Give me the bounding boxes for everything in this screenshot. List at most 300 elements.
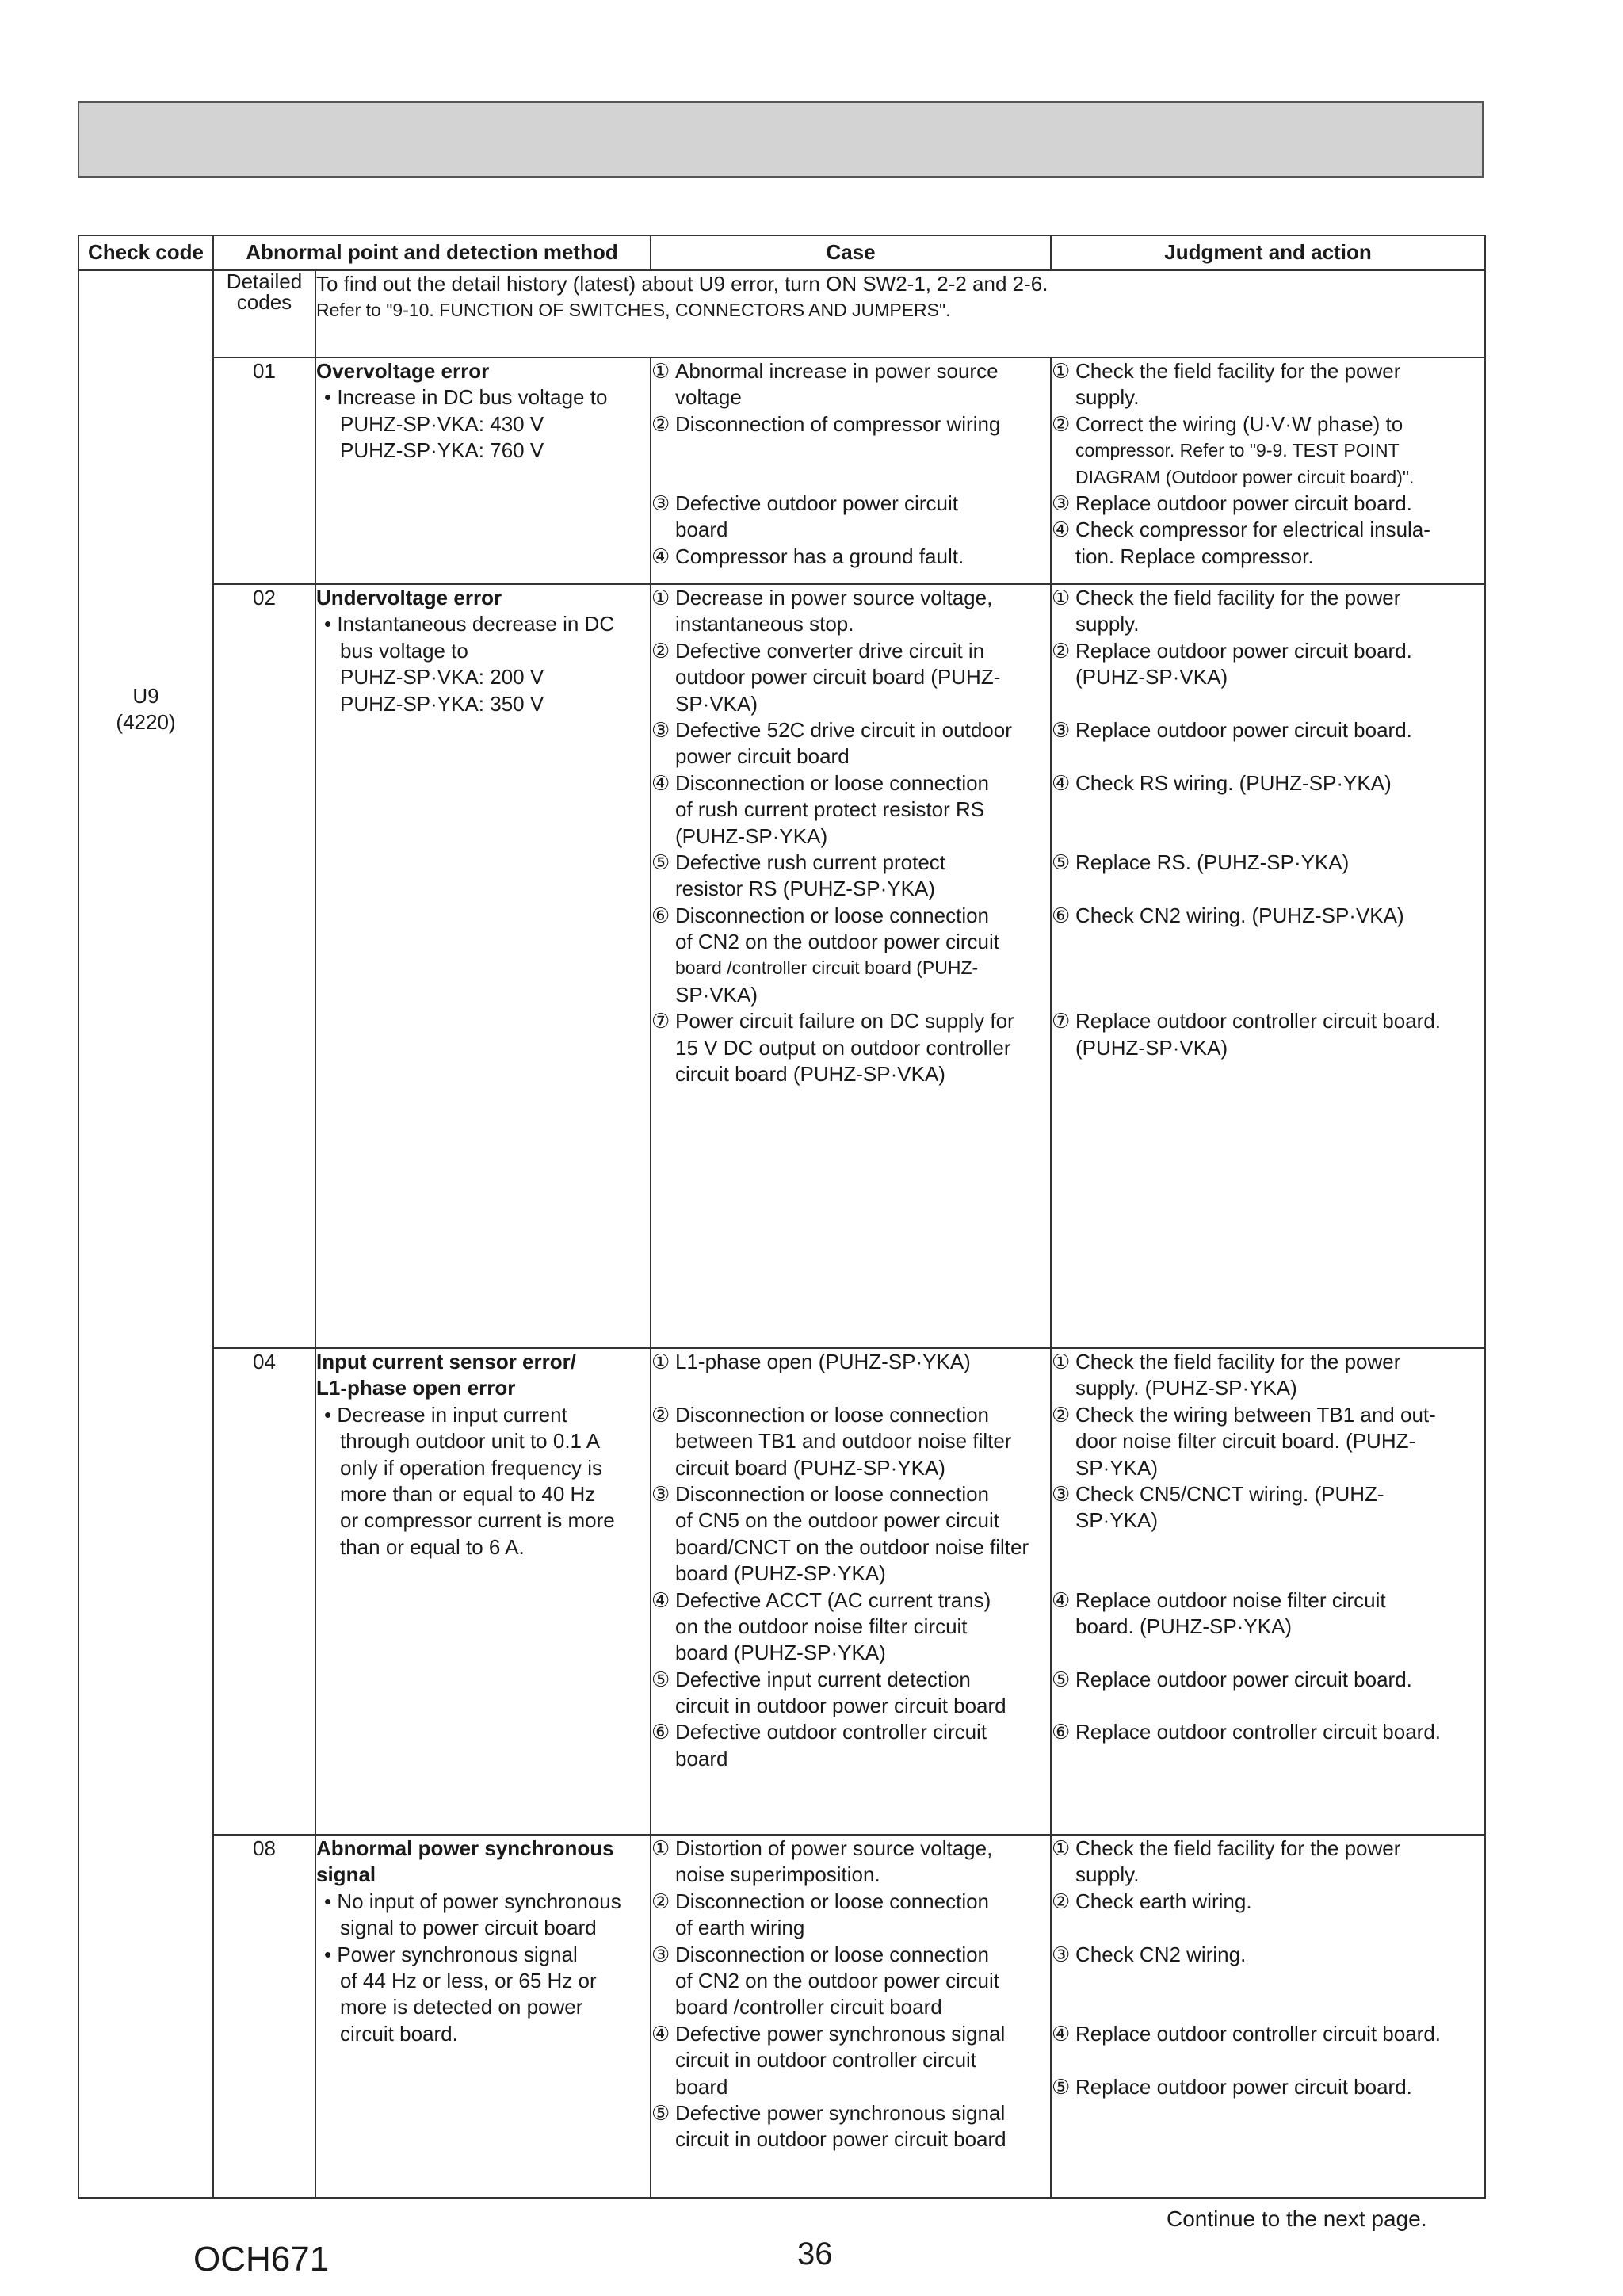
check-code-table — [78, 235, 1486, 2199]
case-text: Compressor has a ground fault. — [675, 544, 964, 568]
judgment-text: tion. Replace compressor. — [1075, 544, 1314, 568]
judgment-line — [1052, 1035, 1484, 1061]
case-text: board — [675, 2074, 728, 2099]
abnormal-text: Input current sensor error/ — [316, 1350, 576, 1373]
case-line — [651, 1693, 1050, 1719]
case-line — [651, 411, 1050, 437]
item-number: ④ — [651, 770, 670, 795]
case-line — [651, 1481, 1050, 1507]
judgment-line — [1052, 1507, 1484, 1534]
detail-code-cell — [213, 357, 315, 584]
table-row — [78, 357, 1485, 584]
judgment-cell — [1051, 1835, 1485, 2198]
abnormal-text: • Instantaneous decrease in DC — [324, 612, 615, 636]
case-line — [651, 1862, 1050, 1888]
table-row — [78, 1835, 1485, 2198]
case-line — [651, 955, 1050, 981]
case-line — [651, 929, 1050, 955]
case-text: Defective 52C drive circuit in outdoor — [675, 717, 1012, 742]
item-number: ③ — [651, 491, 670, 515]
case-line — [651, 1915, 1050, 1941]
case-text: voltage — [675, 385, 742, 410]
case-cell — [651, 357, 1051, 584]
detail-code: 01 — [253, 359, 276, 383]
judgment-text: Check CN2 wiring. — [1075, 1942, 1247, 1966]
judgment-line — [1052, 1481, 1484, 1507]
item-number: ⑤ — [1052, 850, 1071, 874]
abnormal-line — [316, 1968, 650, 1994]
judgment-text: Check the field facility for the power — [1075, 1350, 1401, 1373]
abnormal-line — [316, 1862, 650, 1888]
case-text: (PUHZ-SP·YKA) — [675, 823, 828, 848]
case-text: circuit board (PUHZ-SP·VKA) — [675, 1062, 945, 1087]
abnormal-text: more than or equal to 40 Hz — [340, 1481, 596, 1506]
item-number: ③ — [651, 1481, 670, 1506]
judgment-line — [1052, 1455, 1484, 1481]
item-number: ① — [1052, 1350, 1071, 1373]
abnormal-text: Abnormal power synchronous — [316, 1836, 614, 1860]
case-line — [651, 638, 1050, 664]
abnormal-text: PUHZ-SP·VKA: 200 V — [340, 665, 544, 690]
abnormal-text: PUHZ-SP·YKA: 350 V — [340, 691, 544, 716]
detailed-codes-label — [213, 270, 315, 357]
judgment-line — [1052, 929, 1484, 955]
case-text: board/CNCT on the outdoor noise filter — [675, 1534, 1029, 1559]
case-line — [651, 797, 1050, 823]
case-text: Defective rush current protect — [675, 850, 946, 874]
judgment-text: SP·YKA) — [1075, 1508, 1159, 1533]
case-text: 15 V DC output on outdoor controller — [675, 1035, 1011, 1060]
abnormal-cell — [315, 1348, 651, 1835]
judgment-line — [1052, 1375, 1484, 1401]
item-number: ① — [651, 1350, 670, 1373]
case-line — [651, 1942, 1050, 1968]
case-text: instantaneous stop. — [675, 612, 854, 636]
judgment-line — [1052, 1561, 1484, 1587]
case-text: of rush current protect resistor RS — [675, 797, 985, 822]
judgment-line — [1052, 2047, 1484, 2073]
case-text: L1-phase open (PUHZ-SP·YKA) — [675, 1350, 971, 1373]
case-text: of CN2 on the outdoor power circuit — [675, 1968, 999, 1992]
item-number: ① — [1052, 1836, 1071, 1860]
detailed-label-line2: codes — [236, 290, 292, 314]
item-number: ② — [1052, 411, 1071, 436]
judgment-line — [1052, 611, 1484, 637]
judgment-line — [1052, 437, 1484, 464]
case-cell — [651, 584, 1051, 1348]
case-text: Defective power synchronous signal — [675, 2021, 1006, 2046]
case-line — [651, 1587, 1050, 1614]
case-line — [651, 1008, 1050, 1034]
detailed-text-line1: To find out the detail history (latest) about U9 error, turn ON SW2-1, 2-2 and 2-6. — [316, 272, 1048, 296]
abnormal-cell — [315, 357, 651, 584]
judgment-text: supply. (PUHZ-SP·YKA) — [1075, 1376, 1297, 1400]
abnormal-line — [316, 1375, 650, 1401]
abnormal-line — [316, 1349, 650, 1375]
judgment-line — [1052, 358, 1484, 384]
judgment-line — [1052, 1349, 1484, 1375]
case-line — [651, 770, 1050, 797]
judgment-text: Check the field facility for the power — [1075, 1836, 1401, 1860]
document-code: OCH671 — [193, 2240, 330, 2279]
case-text: power circuit board — [675, 744, 850, 769]
judgment-text: (PUHZ-SP·VKA) — [1075, 1035, 1228, 1060]
judgment-line — [1052, 1862, 1484, 1888]
case-text: circuit in outdoor power circuit board — [675, 1694, 1006, 1718]
case-cell — [651, 1835, 1051, 2198]
case-text: noise superimposition. — [675, 1862, 880, 1887]
continue-note: Continue to the next page. — [1167, 2206, 1427, 2231]
judgment-line — [1052, 797, 1484, 823]
judgment-text: Check CN2 wiring. (PUHZ-SP·VKA) — [1075, 903, 1404, 927]
item-number: ④ — [1052, 2021, 1071, 2046]
judgment-line — [1052, 585, 1484, 611]
abnormal-line — [316, 1994, 650, 2020]
case-line — [651, 743, 1050, 770]
abnormal-cell — [315, 1835, 651, 2198]
case-line — [651, 2047, 1050, 2073]
case-line — [651, 850, 1050, 876]
item-number: ② — [651, 1402, 670, 1427]
case-text: of CN5 on the outdoor power circuit — [675, 1508, 999, 1533]
case-line — [651, 876, 1050, 902]
abnormal-text: of 44 Hz or less, or 65 Hz or — [340, 1968, 597, 1992]
case-text: SP·VKA) — [675, 982, 758, 1007]
item-number: ③ — [1052, 717, 1071, 742]
case-text: resistor RS (PUHZ-SP·YKA) — [675, 877, 935, 901]
item-number: ③ — [1052, 491, 1071, 515]
abnormal-text: more is detected on power — [340, 1995, 583, 2019]
detailed-text-line2: Refer to "9-10. FUNCTION OF SWITCHES, CONNECTORS AND JUMPERS". — [316, 300, 951, 321]
abnormal-line — [316, 411, 650, 437]
case-text: Defective outdoor controller circuit — [675, 1720, 987, 1744]
judgment-line — [1052, 850, 1484, 876]
abnormal-text: • Power synchronous signal — [324, 1942, 578, 1966]
case-line — [651, 1994, 1050, 2020]
judgment-line — [1052, 955, 1484, 981]
abnormal-line — [316, 691, 650, 717]
case-line — [651, 384, 1050, 411]
case-text: circuit in outdoor power circuit board — [675, 2127, 1006, 2152]
judgment-line — [1052, 743, 1484, 770]
case-text: Disconnection or loose connection — [675, 903, 990, 927]
judgment-text: Replace outdoor controller circuit board. — [1075, 1720, 1442, 1744]
case-text: of CN2 on the outdoor power circuit — [675, 930, 999, 954]
judgment-text: Replace outdoor controller circuit board. — [1075, 2021, 1442, 2046]
detail-code: 04 — [253, 1350, 276, 1373]
judgment-line — [1052, 1693, 1484, 1719]
case-text: Defective input current detection — [675, 1667, 971, 1691]
abnormal-line — [316, 1836, 650, 1862]
item-number: ② — [1052, 1889, 1071, 1913]
abnormal-text: only if operation frequency is — [340, 1455, 602, 1480]
judgment-text: Check CN5/CNCT wiring. (PUHZ- — [1075, 1481, 1384, 1506]
judgment-text: DIAGRAM (Outdoor power circuit board)". — [1075, 466, 1415, 487]
judgment-line — [1052, 1667, 1484, 1693]
case-text: Decrease in power source voltage, — [675, 586, 993, 609]
case-line — [651, 1614, 1050, 1640]
judgment-text: (PUHZ-SP·VKA) — [1075, 665, 1228, 690]
case-text: SP·VKA) — [675, 691, 758, 716]
item-number: ④ — [651, 1587, 670, 1612]
abnormal-text: • No input of power synchronous — [324, 1889, 621, 1913]
item-number: ② — [1052, 1402, 1071, 1427]
judgment-line — [1052, 638, 1484, 664]
case-text: board (PUHZ-SP·YKA) — [675, 1641, 886, 1665]
judgment-line — [1052, 1008, 1484, 1034]
case-line — [651, 464, 1050, 491]
case-text: Disconnection or loose connection — [675, 1889, 990, 1913]
judgment-cell — [1051, 584, 1485, 1348]
detail-code-cell — [213, 1835, 315, 2198]
case-text: circuit board (PUHZ-SP·YKA) — [675, 1455, 945, 1480]
case-text: Disconnection or loose connection — [675, 1402, 990, 1427]
judgment-text: board. (PUHZ-SP·YKA) — [1075, 1614, 1293, 1638]
case-text: Disconnection of compressor wiring — [675, 411, 1001, 436]
judgment-line — [1052, 1719, 1484, 1745]
judgment-line — [1052, 1942, 1484, 1968]
abnormal-text: signal — [316, 1862, 376, 1887]
judgment-text: Check the wiring between TB1 and out- — [1075, 1402, 1436, 1427]
judgment-line — [1052, 2074, 1484, 2100]
case-line — [651, 903, 1050, 929]
judgment-text: SP·YKA) — [1075, 1455, 1159, 1480]
item-number: ② — [651, 411, 670, 436]
case-line — [651, 611, 1050, 637]
item-number: ⑤ — [651, 2100, 670, 2125]
case-line — [651, 982, 1050, 1008]
judgment-text: compressor. Refer to "9-9. TEST POINT — [1075, 440, 1400, 461]
case-line — [651, 664, 1050, 690]
item-number: ③ — [651, 1942, 670, 1966]
item-number: ⑦ — [651, 1009, 670, 1033]
abnormal-line — [316, 2021, 650, 2047]
case-text: board — [675, 518, 728, 542]
item-number: ③ — [1052, 1942, 1071, 1966]
judgment-line — [1052, 1428, 1484, 1454]
detailed-codes-row — [78, 270, 1485, 357]
case-text: of earth wiring — [675, 1916, 805, 1940]
abnormal-text: • Increase in DC bus voltage to — [324, 385, 608, 410]
case-line — [651, 1349, 1050, 1375]
case-text: Disconnection or loose connection — [675, 770, 990, 795]
case-line — [651, 2021, 1050, 2047]
judgment-text: Replace outdoor power circuit board. — [1075, 2074, 1412, 2099]
item-number: ② — [651, 638, 670, 663]
item-number: ① — [1052, 586, 1071, 609]
case-line — [651, 491, 1050, 517]
case-line — [651, 1746, 1050, 1772]
item-number: ④ — [1052, 1587, 1071, 1612]
judgment-line — [1052, 1994, 1484, 2020]
case-line — [651, 437, 1050, 464]
item-number: ② — [651, 1889, 670, 1913]
abnormal-text: PUHZ-SP·YKA: 760 V — [340, 438, 544, 463]
case-text: Abnormal increase in power source — [675, 359, 999, 383]
case-text: outdoor power circuit board (PUHZ- — [675, 665, 1001, 690]
case-text: between TB1 and outdoor noise filter — [675, 1429, 1012, 1454]
case-line — [651, 1035, 1050, 1061]
case-line — [651, 1719, 1050, 1745]
item-number: ④ — [651, 2021, 670, 2046]
abnormal-line — [316, 1402, 650, 1428]
table-row — [78, 1348, 1485, 1835]
abnormal-line — [316, 1481, 650, 1507]
abnormal-text: bus voltage to — [340, 638, 468, 663]
abnormal-line — [316, 638, 650, 664]
detail-code: 08 — [253, 1836, 276, 1860]
check-code-name: U9 — [132, 684, 159, 708]
item-number: ⑥ — [651, 903, 670, 927]
case-text: Defective ACCT (AC current trans) — [675, 1587, 991, 1612]
case-line — [651, 585, 1050, 611]
detail-code: 02 — [253, 586, 276, 609]
abnormal-text: or compressor current is more — [340, 1508, 615, 1533]
detail-code-cell — [213, 584, 315, 1348]
item-number: ⑥ — [651, 1720, 670, 1744]
judgment-line — [1052, 1640, 1484, 1666]
case-text: board — [675, 1746, 728, 1771]
case-line — [651, 1889, 1050, 1915]
judgment-line — [1052, 1587, 1484, 1614]
case-line — [651, 1402, 1050, 1428]
case-line — [651, 1534, 1050, 1561]
judgment-line — [1052, 544, 1484, 570]
judgment-line — [1052, 517, 1484, 543]
judgment-line — [1052, 876, 1484, 902]
judgment-text: Replace outdoor power circuit board. — [1075, 491, 1412, 515]
case-line — [651, 1640, 1050, 1666]
case-text: board (PUHZ-SP·YKA) — [675, 1561, 886, 1586]
case-line — [651, 1061, 1050, 1087]
case-line — [651, 2074, 1050, 2100]
case-text: Defective power synchronous signal — [675, 2100, 1006, 2125]
abnormal-line — [316, 664, 650, 690]
case-line — [651, 1561, 1050, 1587]
item-number: ① — [651, 359, 670, 383]
abnormal-text: Overvoltage error — [316, 359, 490, 383]
case-line — [651, 2100, 1050, 2126]
judgment-line — [1052, 1889, 1484, 1915]
case-line — [651, 517, 1050, 543]
case-line — [651, 1428, 1050, 1454]
item-number: ⑦ — [1052, 1009, 1071, 1033]
page-number: 36 — [797, 2237, 833, 2271]
judgment-text: Check the field facility for the power — [1075, 586, 1401, 609]
judgment-text: Check earth wiring. — [1075, 1889, 1252, 1913]
case-text: Distortion of power source voltage, — [675, 1836, 993, 1860]
judgment-line — [1052, 664, 1484, 690]
case-line — [651, 2126, 1050, 2153]
header-case: Case — [651, 235, 1051, 270]
judgment-cell — [1051, 1348, 1485, 1835]
judgment-line — [1052, 1968, 1484, 1994]
abnormal-line — [316, 1428, 650, 1454]
item-number: ④ — [651, 544, 670, 568]
judgment-line — [1052, 982, 1484, 1008]
detailed-codes-text — [315, 270, 1485, 357]
judgment-text: Replace outdoor controller circuit board. — [1075, 1009, 1442, 1033]
table-header-row — [78, 235, 1485, 270]
case-line — [651, 1667, 1050, 1693]
abnormal-text: PUHZ-SP·VKA: 430 V — [340, 411, 544, 436]
judgment-text: Replace outdoor power circuit board. — [1075, 717, 1412, 742]
abnormal-text: Undervoltage error — [316, 586, 502, 609]
judgment-line — [1052, 1402, 1484, 1428]
judgment-line — [1052, 717, 1484, 743]
abnormal-cell — [315, 584, 651, 1348]
item-number: ⑥ — [1052, 1720, 1071, 1744]
abnormal-line — [316, 358, 650, 384]
case-line — [651, 1968, 1050, 1994]
abnormal-line — [316, 1942, 650, 1968]
judgment-text: Check the field facility for the power — [1075, 359, 1401, 383]
abnormal-text: L1-phase open error — [316, 1376, 516, 1400]
abnormal-line — [316, 1534, 650, 1561]
judgment-line — [1052, 491, 1484, 517]
abnormal-text: • Decrease in input current — [324, 1402, 567, 1427]
judgment-text: Check compressor for electrical insula- — [1075, 518, 1430, 542]
item-number: ① — [651, 586, 670, 609]
item-number: ① — [651, 1836, 670, 1860]
case-text: board /controller circuit board (PUHZ- — [675, 957, 979, 979]
abnormal-text: circuit board. — [340, 2021, 458, 2046]
abnormal-text: than or equal to 6 A. — [340, 1534, 525, 1559]
abnormal-text: through outdoor unit to 0.1 A — [340, 1429, 601, 1454]
item-number: ⑤ — [651, 1667, 670, 1691]
judgment-text: supply. — [1075, 385, 1140, 410]
case-text: board /controller circuit board — [675, 1995, 942, 2019]
case-line — [651, 1507, 1050, 1534]
case-text: Disconnection or loose connection — [675, 1942, 990, 1966]
judgment-line — [1052, 411, 1484, 437]
title-banner — [78, 101, 1484, 178]
header-check-code: Check code — [78, 235, 213, 270]
item-number: ⑤ — [1052, 1667, 1071, 1691]
abnormal-line — [316, 1507, 650, 1534]
table-row — [78, 584, 1485, 1348]
abnormal-line — [316, 437, 650, 464]
judgment-line — [1052, 1915, 1484, 1941]
item-number: ③ — [651, 717, 670, 742]
item-number: ④ — [1052, 518, 1071, 542]
judgment-text: supply. — [1075, 612, 1140, 636]
case-line — [651, 823, 1050, 850]
judgment-line — [1052, 691, 1484, 717]
abnormal-line — [316, 585, 650, 611]
header-judgment: Judgment and action — [1051, 235, 1485, 270]
case-line — [651, 1375, 1050, 1401]
item-number: ② — [1052, 638, 1071, 663]
judgment-line — [1052, 1534, 1484, 1561]
abnormal-line — [316, 384, 650, 411]
judgment-cell — [1051, 357, 1485, 584]
judgment-text: Replace outdoor power circuit board. — [1075, 638, 1412, 663]
abnormal-text: signal to power circuit board — [340, 1916, 597, 1940]
judgment-line — [1052, 770, 1484, 797]
judgment-line — [1052, 1836, 1484, 1862]
case-text: Disconnection or loose connection — [675, 1481, 990, 1506]
case-text: on the outdoor noise filter circuit — [675, 1614, 968, 1638]
case-text: Power circuit failure on DC supply for — [675, 1009, 1014, 1033]
judgment-text: Correct the wiring (U·V·W phase) to — [1075, 411, 1403, 436]
judgment-line — [1052, 823, 1484, 850]
judgment-line — [1052, 464, 1484, 491]
abnormal-line — [316, 1455, 650, 1481]
case-line — [651, 691, 1050, 717]
check-code-number: (4220) — [116, 710, 176, 735]
abnormal-line — [316, 1889, 650, 1915]
